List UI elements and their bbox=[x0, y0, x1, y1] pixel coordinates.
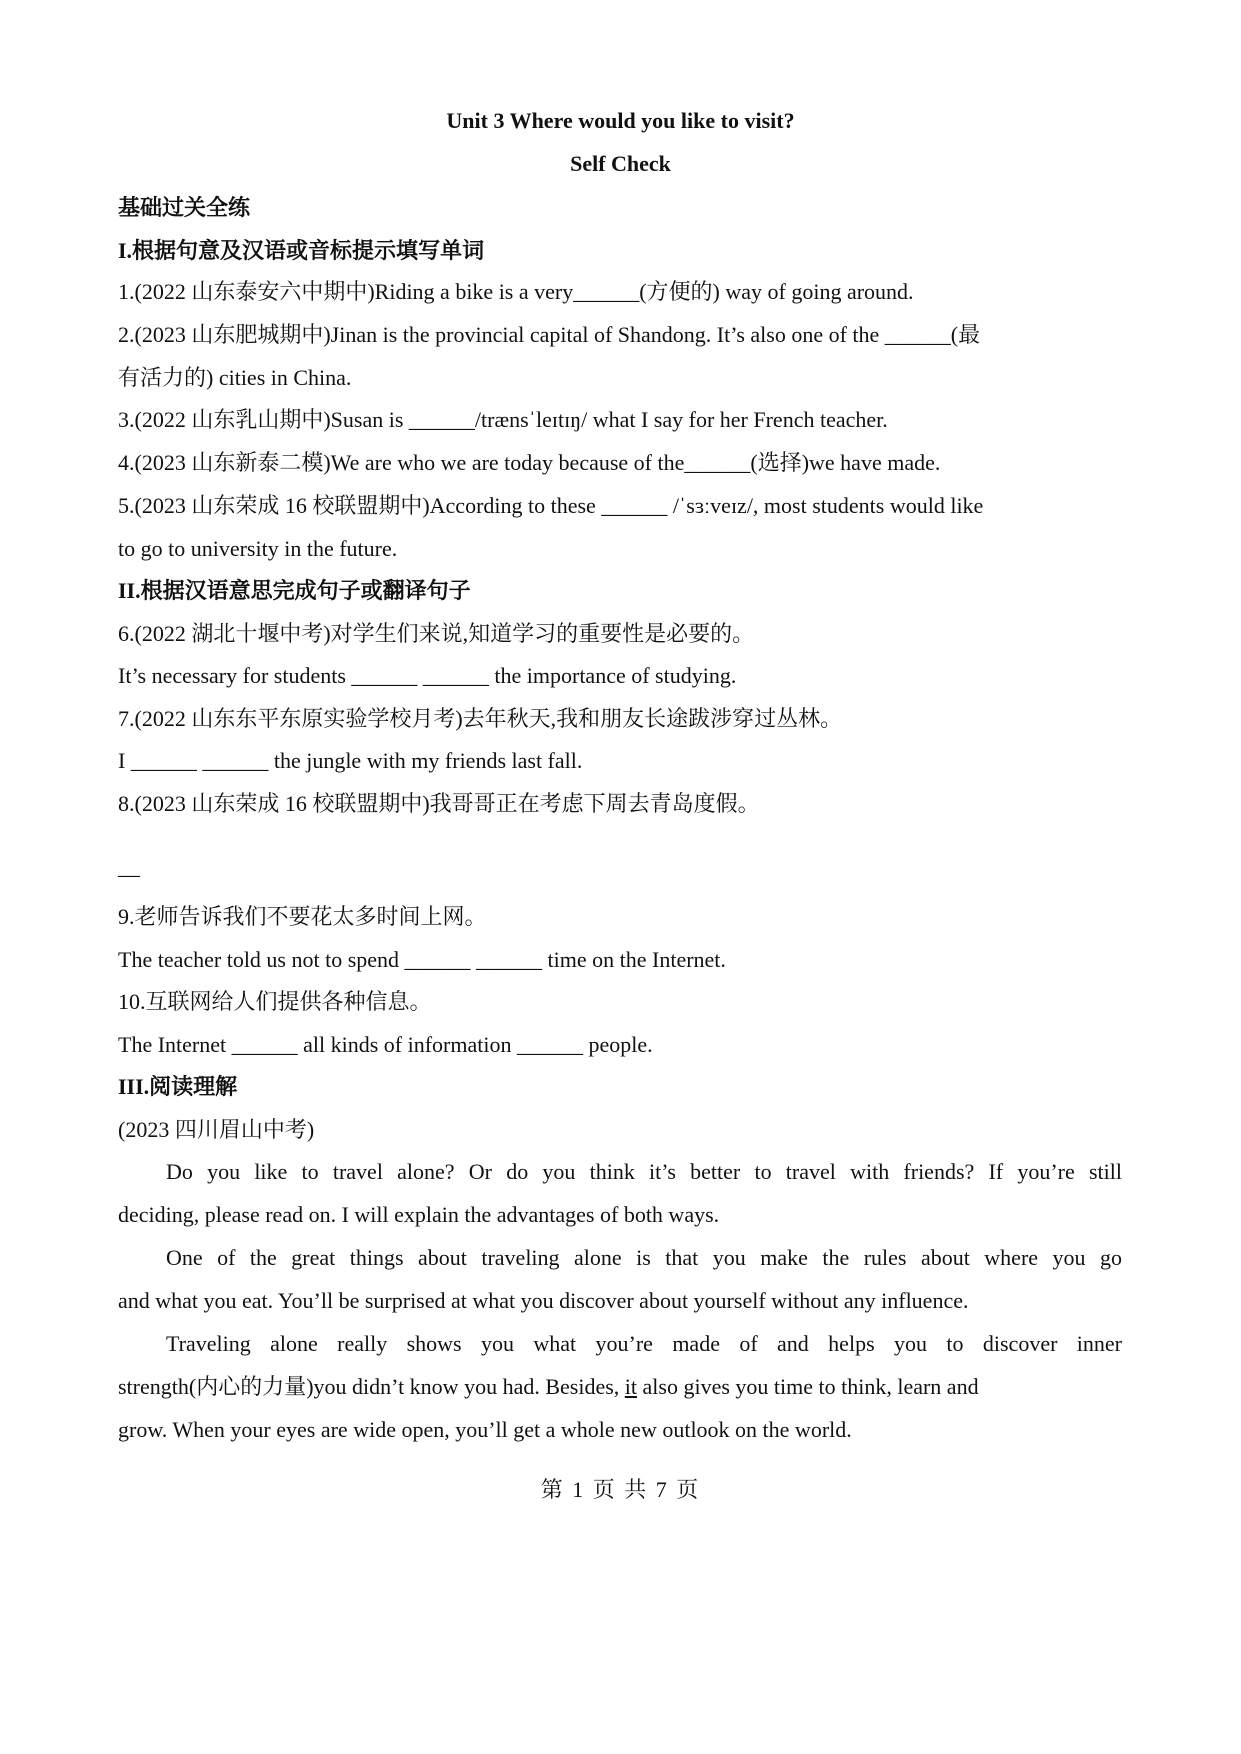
paragraph-1-line1: Do you like to travel alone? Or do you think it’s better to travel with friends? If you’re still bbox=[166, 1159, 1122, 1184]
part3-heading: III.阅读理解 bbox=[118, 1074, 238, 1099]
question-1: 1.(2022 山东泰安六中期中)Riding a bike is a very______(方便的) way of going around. bbox=[118, 279, 914, 304]
question-8-chinese: 8.(2023 山东荣成 16 校联盟期中)我哥哥正在考虑下周去青岛度假。 bbox=[118, 791, 760, 816]
question-6-english: It’s necessary for students ______ ______ the importance of studying. bbox=[118, 663, 737, 688]
page-number-footer: 第 1 页 共 7 页 bbox=[540, 1477, 701, 1502]
question-8-answer-line: __ bbox=[118, 854, 140, 879]
page-subtitle: Self Check bbox=[570, 151, 671, 176]
paragraph-3-line1: Traveling alone really shows you what you’re made of and helps you to discover inner bbox=[166, 1331, 1122, 1356]
paragraph-3-line3: grow. When your eyes are wide open, you’ll get a whole new outlook on the world. bbox=[118, 1417, 852, 1442]
paragraph-2-line1: One of the great things about traveling alone is that you make the rules about where you go bbox=[166, 1245, 1122, 1270]
paragraph-3-line2-start: strength(内心的力量)you didn’t know you had. Besides, bbox=[118, 1374, 625, 1399]
question-6-chinese: 6.(2022 湖北十堰中考)对学生们来说,知道学习的重要性是必要的。 bbox=[118, 621, 755, 646]
paragraph-1-line2: deciding, please read on. I will explain the advantages of both ways. bbox=[118, 1202, 720, 1227]
question-5-line2: to go to university in the future. bbox=[118, 536, 398, 561]
question-7-english: I ______ ______ the jungle with my friends last fall. bbox=[118, 748, 583, 773]
paragraph-3-line2-end: also gives you time to think, learn and bbox=[637, 1374, 979, 1399]
paragraph-3-line2 bbox=[118, 1372, 1128, 1402]
question-9-chinese: 9.老师告诉我们不要花太多时间上网。 bbox=[118, 904, 487, 929]
question-3: 3.(2022 山东乳山期中)Susan is ______/trænsˈleɪtɪŋ/ what I say for her French teacher. bbox=[118, 407, 888, 432]
question-2-line2: 有活力的) cities in China. bbox=[118, 365, 352, 390]
part1-heading: I.根据句意及汉语或音标提示填写单词 bbox=[118, 238, 485, 263]
question-4: 4.(2023 山东新泰二模)We are who we are today because of the______(选择)we have made. bbox=[118, 450, 941, 475]
underlined-word-it: it bbox=[624, 1374, 638, 1399]
question-2-line1: 2.(2023 山东肥城期中)Jinan is the provincial capital of Shandong. It’s also one of the ______(最 bbox=[118, 322, 981, 347]
question-7-chinese: 7.(2022 山东东平东原实验学校月考)去年秋天,我和朋友长途跋涉穿过丛林。 bbox=[118, 706, 843, 731]
question-5-line1: 5.(2023 山东荣成 16 校联盟期中)According to these ______ /ˈsɜːveɪz/, most students would like bbox=[118, 493, 984, 518]
question-10-chinese: 10.互联网给人们提供各种信息。 bbox=[118, 989, 432, 1014]
question-10-english: The Internet ______ all kinds of information ______ people. bbox=[118, 1032, 653, 1057]
question-9-english: The teacher told us not to spend ______ ______ time on the Internet. bbox=[118, 947, 726, 972]
part2-heading: II.根据汉语意思完成句子或翻译句子 bbox=[118, 578, 471, 603]
paragraph-2-line2: and what you eat. You’ll be surprised at what you discover about yourself without any influence. bbox=[118, 1288, 969, 1313]
page-title: Unit 3 Where would you like to visit? bbox=[446, 108, 795, 133]
reading-source: (2023 四川眉山中考) bbox=[118, 1117, 315, 1142]
section-heading: 基础过关全练 bbox=[118, 195, 251, 220]
